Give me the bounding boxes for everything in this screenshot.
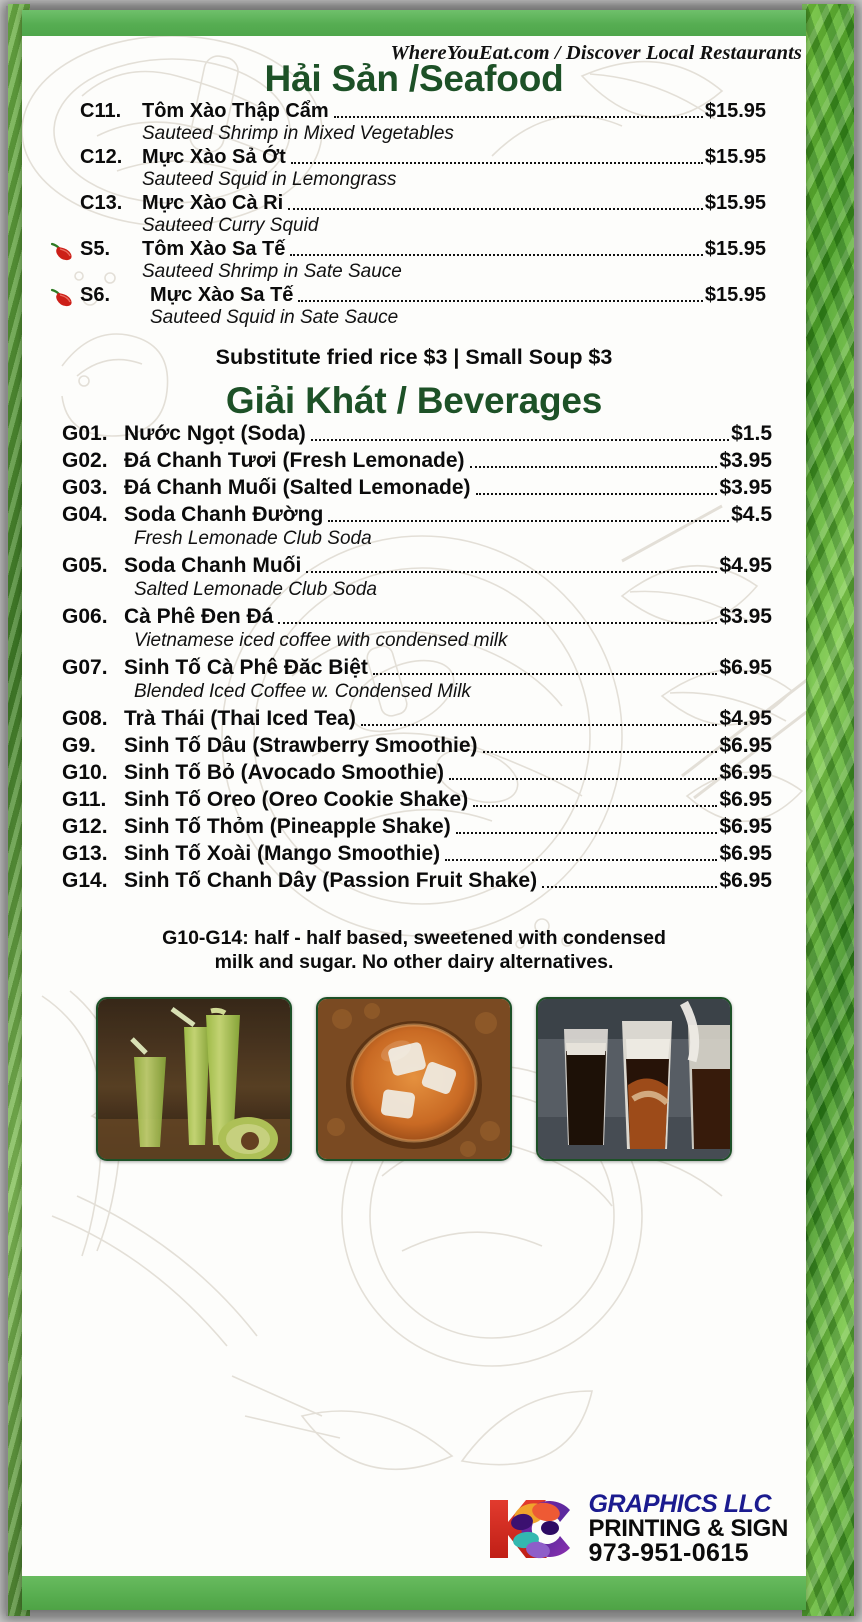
printer-footer-text [588,1492,788,1566]
dot-leader [483,740,718,753]
dot-leader [328,509,729,522]
item-description: Sauteed Squid in Lemongrass [142,169,397,190]
dot-leader [311,428,729,441]
menu-item-row [62,449,772,473]
menu-item [80,146,766,191]
menu-item-row [62,503,772,527]
dairy-note [22,927,806,975]
menu-item [62,656,772,703]
item-name: Cà Phê Đen Đá [124,605,274,628]
item-name: Mực Xào Cà Ri [142,192,284,214]
beverages-section-title: Giải Khát / Beverages [225,380,603,421]
avocado-smoothie-photo [96,997,292,1161]
site-watermark-credit: WhereYouEat.com / Discover Local Restaurants [390,42,802,64]
bottom-green-bar [22,1576,806,1610]
item-name: Đá Chanh Tươi (Fresh Lemonade) [124,449,465,472]
item-price: $6.95 [719,842,772,865]
item-description: Fresh Lemonade Club Soda [134,528,372,549]
menu-item-row [80,192,766,215]
dot-leader [306,560,717,573]
menu-content [22,36,806,1576]
dot-leader [361,713,718,726]
menu-item-row [80,100,766,123]
dot-leader [449,767,717,780]
menu-item-row [62,656,772,680]
item-code: G07. [62,656,108,679]
item-price: $6.95 [719,734,772,757]
printer-phone: 973-951-0615 [588,1539,749,1567]
item-name: Mực Xào Sả Ớt [142,146,286,168]
item-description: Salted Lemonade Club Soda [134,579,377,600]
menu-item-row [62,422,772,446]
dot-leader [542,875,717,888]
item-name: Trà Thái (Thai Iced Tea) [124,707,356,730]
menu-item [62,707,772,731]
item-price: $3.95 [719,605,772,628]
dairy-note-line-1: G10-G14: half - half based, sweetened with condensed [162,927,666,949]
item-code: G05. [62,554,108,577]
item-description: Sauteed Squid in Sate Sauce [150,307,399,328]
menu-item-row [50,284,766,307]
item-price: $3.95 [719,476,772,499]
item-code: G08. [62,707,108,730]
item-name: Soda Chanh Muối [124,554,302,577]
menu-item-row [62,761,772,785]
item-price: $15.95 [704,284,766,306]
seafood-item-list [22,100,806,329]
item-name: Sinh Tố Cà Phê Đăc Biệt [124,656,368,679]
item-code: G04. [62,503,108,526]
menu-item-row [62,815,772,839]
dot-leader [373,662,718,675]
item-price: $4.5 [731,503,772,526]
menu-item [62,554,772,601]
dot-leader [291,151,703,164]
item-name: Nước Ngọt (Soda) [124,422,306,445]
item-name: Tôm Xào Thập Cẩm [142,100,329,122]
item-price: $6.95 [719,869,772,892]
item-description: Vietnamese iced coffee with condensed milk [134,630,508,651]
menu-item-row [50,238,766,261]
menu-sheet [22,10,806,1610]
printer-services: PRINTING & SIGN [588,1515,788,1542]
item-code: C12. [80,146,123,168]
item-code: G13. [62,842,108,865]
printer-footer [484,1492,788,1566]
dot-leader [456,821,718,834]
item-code: G06. [62,605,108,628]
item-price: $6.95 [719,815,772,838]
vietnamese-iced-coffee-photo [536,997,732,1161]
menu-item-row [62,605,772,629]
dot-leader [290,243,702,256]
menu-item [62,422,772,446]
beverages-item-list [22,422,806,893]
beverage-photo-strip [22,997,806,1161]
item-price: $3.95 [719,449,772,472]
item-code: G12. [62,815,108,838]
printer-name: GRAPHICS LLC [588,1490,772,1518]
item-code: G14. [62,869,108,892]
item-price: $15.95 [704,192,766,214]
menu-item-row [80,146,766,169]
menu-item [62,815,772,839]
menu-item-row [62,842,772,866]
item-code: S5. [80,238,111,260]
menu-item [62,503,772,550]
item-name: Đá Chanh Muối (Salted Lemonade) [124,476,471,499]
item-price: $15.95 [704,238,766,260]
item-name: Sinh Tố Chanh Dây (Passion Fruit Shake) [124,869,538,892]
menu-item [62,734,772,758]
chili-pepper-icon [50,241,76,261]
menu-item [50,238,766,283]
dairy-note-line-2: milk and sugar. No other dairy alternatives. [214,950,614,973]
spicy-indicator [50,287,80,307]
item-code: G02. [62,449,108,472]
menu-item [62,476,772,500]
menu-item [62,869,772,893]
menu-item-row [62,476,772,500]
menu-item [62,449,772,473]
kc-graphics-logo-icon [484,1492,580,1566]
item-price: $4.95 [719,554,772,577]
item-price: $4.95 [719,707,772,730]
item-name: Soda Chanh Đường [124,503,324,526]
spicy-indicator [50,241,80,261]
item-description: Sauteed Shrimp in Sate Sauce [142,261,402,282]
dot-leader [288,197,703,210]
chili-pepper-icon [50,287,76,307]
item-code: G10. [62,761,108,784]
menu-item-row [62,707,772,731]
menu-item [80,100,766,145]
dot-leader [470,455,718,468]
item-name: Sinh Tố Xoài (Mango Smoothie) [124,842,441,865]
dot-leader [473,794,717,807]
dot-leader [298,289,702,302]
item-price: $15.95 [704,146,766,168]
dot-leader [476,482,718,495]
item-code: S6. [80,284,111,306]
item-price: $6.95 [719,761,772,784]
item-price: $15.95 [704,100,766,122]
item-code: G01. [62,422,108,445]
item-code: C13. [80,192,123,214]
item-code: C11. [80,100,122,122]
dot-leader [445,848,717,861]
menu-item-row [62,734,772,758]
item-description: Sauteed Curry Squid [142,215,319,236]
item-price: $6.95 [719,656,772,679]
menu-item [80,192,766,237]
item-name: Sinh Tố Bỏ (Avocado Smoothie) [124,761,445,784]
item-code: G11. [62,788,107,811]
item-price: $6.95 [719,788,772,811]
menu-item-row [62,554,772,578]
top-green-bar [22,10,806,36]
item-name: Sinh Tố Dâu (Strawberry Smoothie) [124,734,478,757]
menu-item-row [62,869,772,893]
item-name: Sinh Tố Thỏm (Pineapple Shake) [124,815,451,838]
sheet-inner [22,36,806,1576]
right-leaf-edge [802,4,854,1616]
menu-item [62,842,772,866]
item-price: $1.5 [731,422,772,445]
thai-iced-tea-photo [316,997,512,1161]
menu-item-row [62,788,772,812]
dot-leader [278,611,717,624]
item-code: G03. [62,476,108,499]
item-description: Sauteed Shrimp in Mixed Vegetables [142,123,454,144]
item-code: G9. [62,734,96,757]
dot-leader [334,105,703,118]
substitute-note: Substitute fried rice $3 | Small Soup $3 [215,345,613,369]
item-name: Sinh Tố Oreo (Oreo Cookie Shake) [124,788,469,811]
seafood-section-title: Hải Sản /Seafood [264,58,564,99]
menu-item [62,788,772,812]
item-name: Tôm Xào Sa Tế [142,238,286,260]
item-description: Blended Iced Coffee w. Condensed Milk [134,681,471,702]
menu-item [62,761,772,785]
item-name: Mực Xào Sa Tế [150,284,294,306]
menu-item [62,605,772,652]
menu-item [50,284,766,329]
